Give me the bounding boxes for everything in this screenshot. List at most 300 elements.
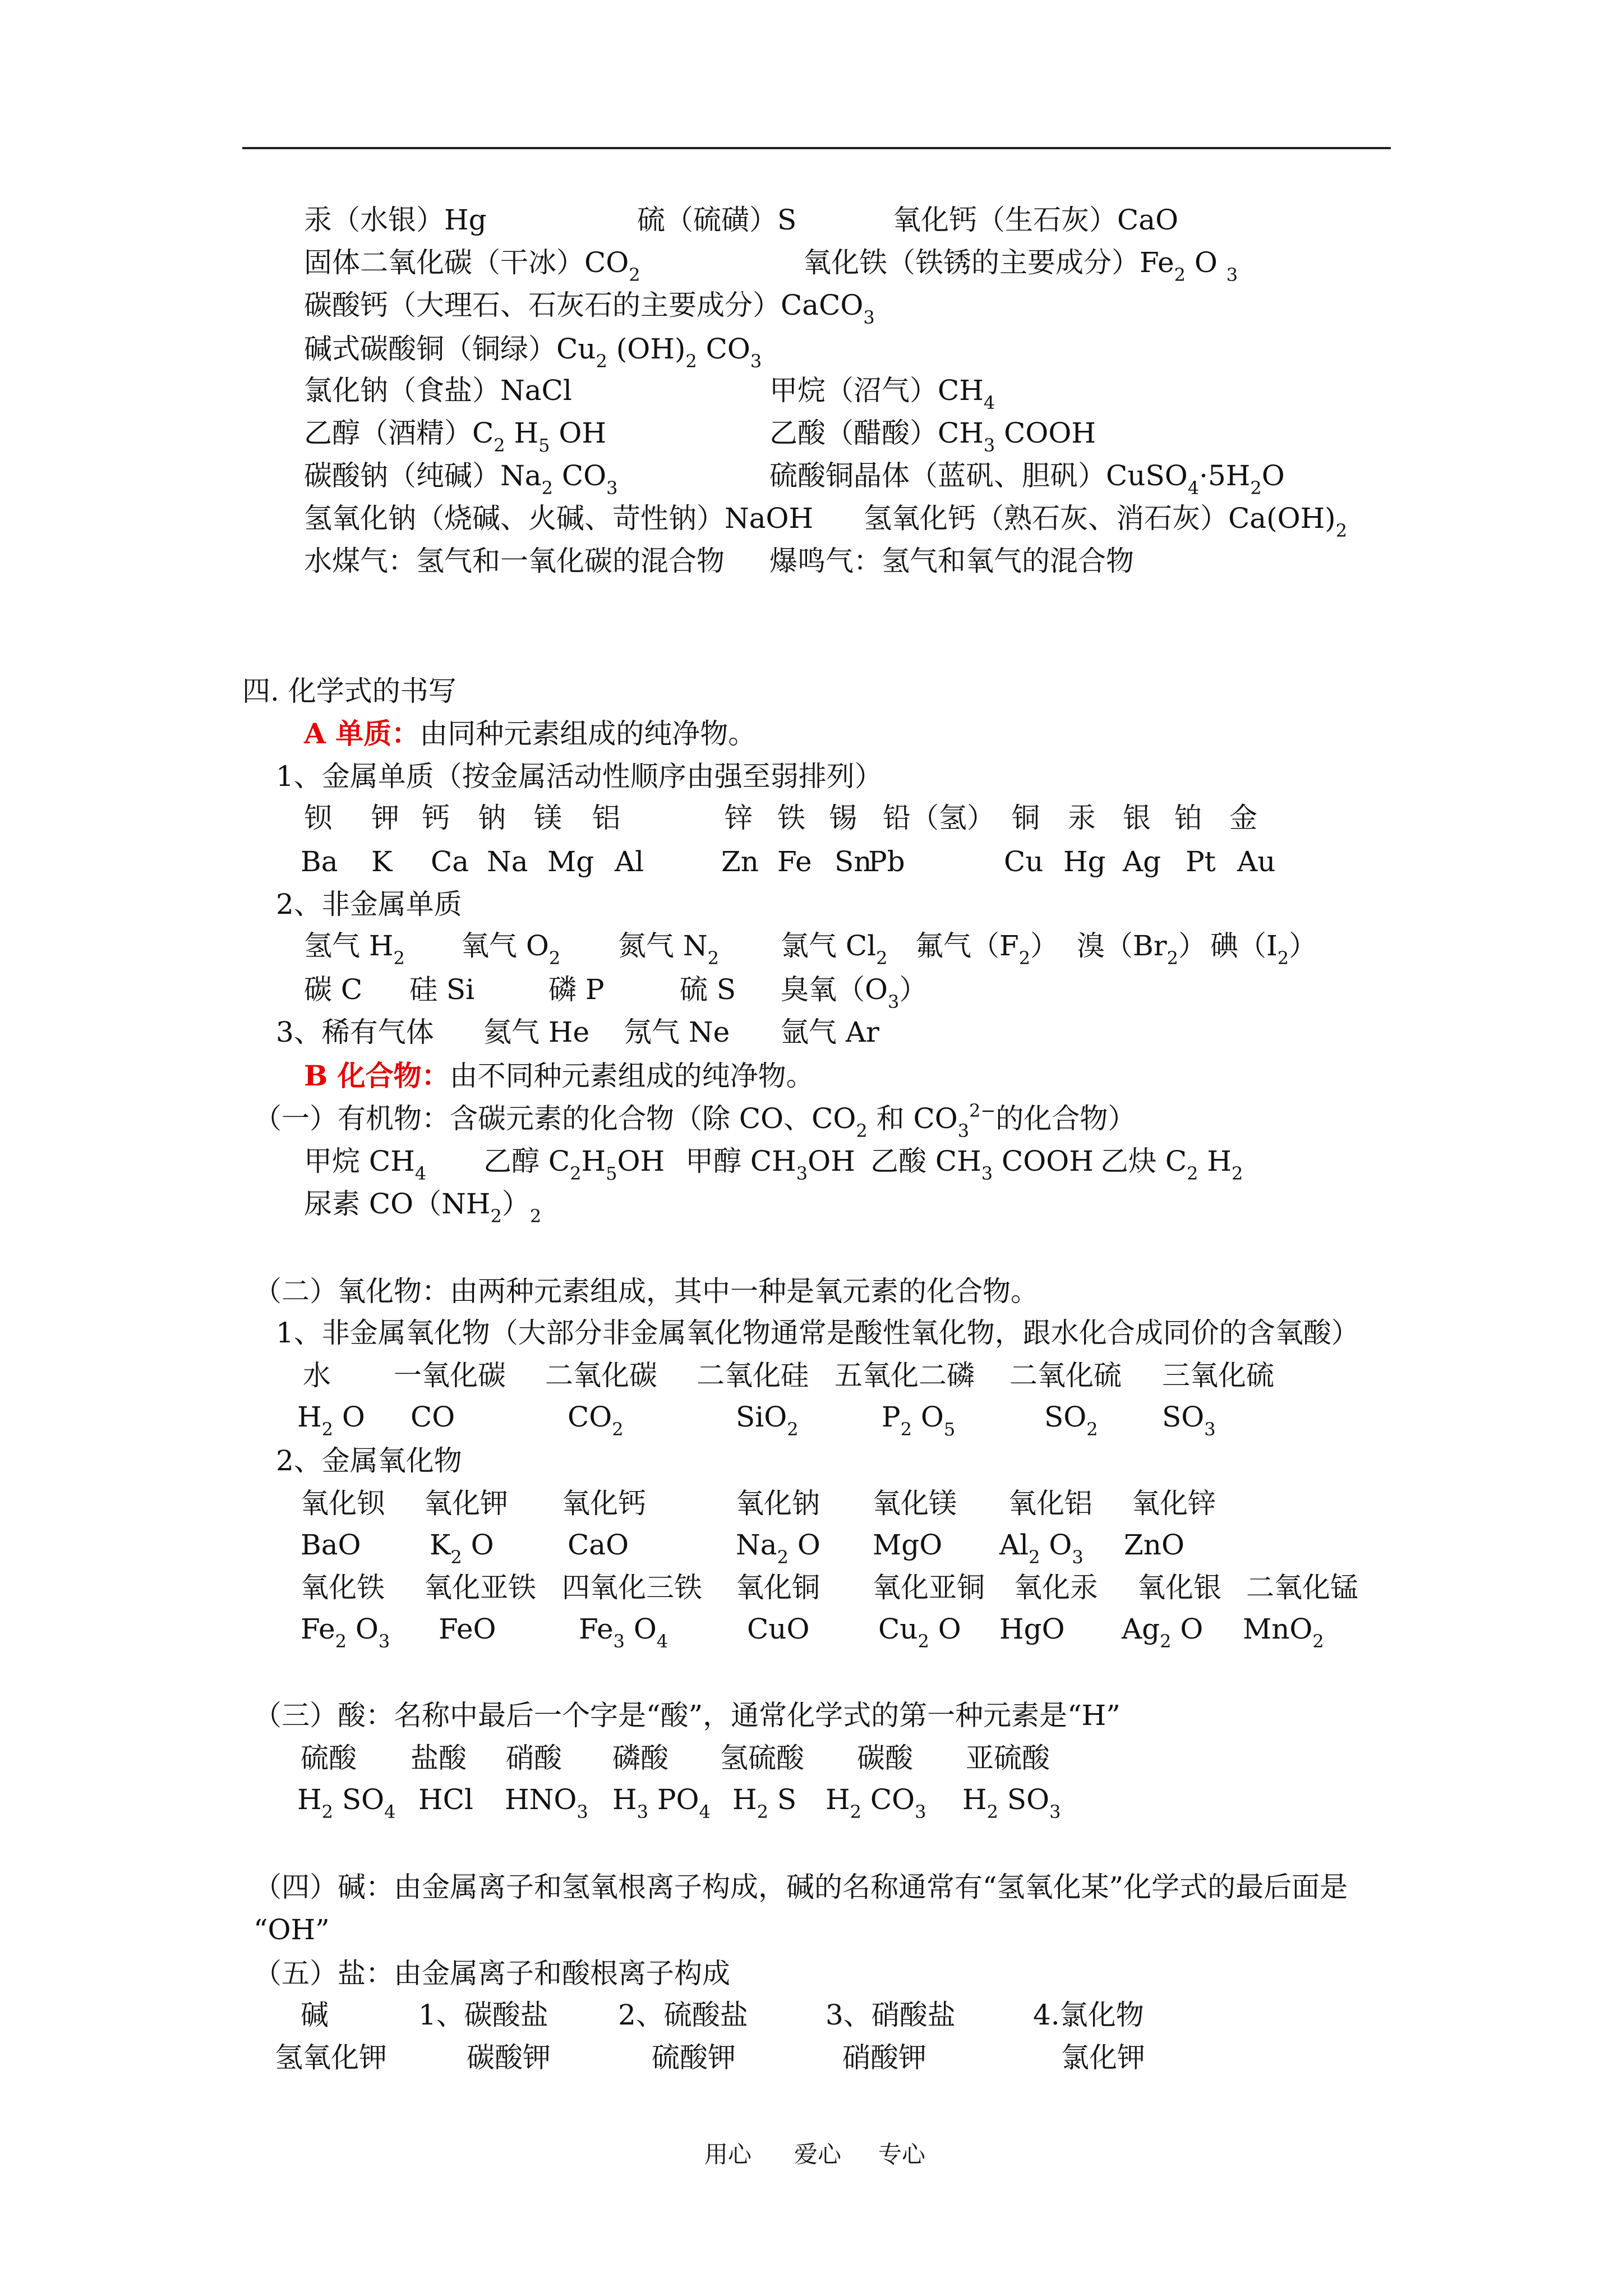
subscript: 4 xyxy=(699,1801,711,1823)
formula-text: HgO xyxy=(999,1613,1065,1645)
formula-text: H xyxy=(581,1145,606,1177)
common-name-item xyxy=(864,501,1348,541)
subscript: 2 xyxy=(570,1163,582,1184)
subscript: 3 xyxy=(796,1163,808,1184)
formula-text: Fe xyxy=(1140,246,1174,279)
subsection-title: 2、非金属单质 xyxy=(276,888,462,921)
organic-compound xyxy=(483,1144,665,1184)
chemical-formula xyxy=(725,502,813,535)
chemical-formula xyxy=(500,374,572,407)
element-formula xyxy=(304,973,362,1006)
oxide-formula xyxy=(301,1528,361,1562)
metal-name: 汞 xyxy=(1068,802,1096,834)
formula-text: 甲烷 CH xyxy=(304,1145,415,1177)
formula-text: MgO xyxy=(873,1529,943,1561)
formula-text: OH xyxy=(808,1145,855,1177)
formula-text: OH xyxy=(550,417,606,449)
subscript: 2 xyxy=(1250,477,1262,499)
formula-text: 氢气 H xyxy=(304,930,394,962)
metal-name: 铂 xyxy=(1174,802,1202,834)
subscript: 2 xyxy=(917,1631,929,1652)
subscript: 3 xyxy=(915,1801,926,1823)
definition-text: 由不同种元素组成的纯净物。 xyxy=(449,1060,814,1092)
oxide-formula xyxy=(999,1528,1083,1568)
subscript: 2 xyxy=(1086,1419,1098,1440)
subscript: 2 xyxy=(393,947,405,969)
oxide-formula xyxy=(579,1612,668,1652)
salt-category: 3、硝酸盐 xyxy=(826,1999,956,2031)
metal-symbol: Pt xyxy=(1186,845,1216,878)
element-formula xyxy=(548,973,605,1006)
metal-symbol: K xyxy=(371,845,393,878)
subsection-title: （二）氧化物：由两种元素组成，其中一种是氧元素的化合物。 xyxy=(253,1275,1039,1308)
formula-text: CuO xyxy=(747,1613,810,1645)
subscript: 2 xyxy=(529,1205,542,1227)
oxide-name: 氧化钾 xyxy=(424,1487,508,1520)
subscript: 2 xyxy=(757,1801,768,1823)
formula-text: O xyxy=(912,1401,944,1433)
subscript: 3 xyxy=(750,351,762,372)
substance-name: 碳酸钠（纯碱） xyxy=(304,459,500,492)
formula-text: 甲醇 CH xyxy=(685,1145,796,1177)
chemical-formula xyxy=(584,246,640,286)
common-name-item xyxy=(304,246,640,286)
substance-name: 氧化钙（生石灰） xyxy=(893,204,1117,236)
oxide-formula xyxy=(999,1612,1065,1646)
subscript: 5 xyxy=(606,1163,617,1184)
metal-name: 铁 xyxy=(777,802,805,834)
metal-name: 镁 xyxy=(534,802,562,834)
formula-text: CaCO xyxy=(781,289,864,321)
formula-text: O xyxy=(788,1529,820,1561)
oxide-name: 氧化钡 xyxy=(301,1487,385,1520)
subscript: 3 xyxy=(1049,1801,1061,1823)
metal-name: 银 xyxy=(1123,802,1151,834)
subscript: 3 xyxy=(1072,1547,1083,1568)
oxide-formula xyxy=(1124,1528,1184,1562)
subscript: 2 xyxy=(856,1120,868,1142)
substance-name: 硫（硫磺） xyxy=(637,204,777,236)
formula-text: H xyxy=(732,1783,757,1816)
chemical-formula xyxy=(1140,246,1238,286)
formula-text: Al xyxy=(999,1529,1029,1561)
chemical-formula xyxy=(1106,459,1285,499)
metal-symbol: Ca xyxy=(431,845,469,878)
metal-name: 铝 xyxy=(592,802,620,834)
oxide-name: 水 xyxy=(303,1359,331,1392)
header-rule xyxy=(242,147,1391,149)
formula-text: H xyxy=(612,1783,637,1816)
chemical-formula xyxy=(938,374,995,413)
metal-name: 锡 xyxy=(829,802,857,834)
formula-text: Hg xyxy=(444,204,487,236)
metal-symbol: Au xyxy=(1237,845,1276,878)
label-a: A 单质： xyxy=(304,717,420,750)
metal-symbol: Ba xyxy=(301,845,338,878)
acid-formula xyxy=(297,1783,396,1823)
oxide-name: 二氧化硅 xyxy=(697,1359,809,1392)
formula-text: P xyxy=(882,1401,901,1433)
formula-text: 尿素 CO（NH xyxy=(304,1188,491,1220)
subscript: 2 xyxy=(1277,947,1289,969)
subsection-title: 1、非金属氧化物（大部分非金属氧化物通常是酸性氧化物，跟水化合成同价的含氧酸） xyxy=(276,1317,1359,1349)
formula-text: CO xyxy=(411,1401,455,1433)
subscript: 2 xyxy=(1335,520,1348,541)
noble-gas: 氖气 Ne xyxy=(624,1016,730,1048)
common-name-item xyxy=(304,374,572,407)
formula-text: COOH xyxy=(995,417,1096,449)
subscript: 3 xyxy=(378,1631,390,1652)
common-name-item xyxy=(304,203,487,237)
acid-formula xyxy=(418,1783,473,1816)
formula-text: Cu xyxy=(556,333,596,365)
formula-text: 碳 C xyxy=(304,973,363,1006)
footer-text: 专心 xyxy=(878,2141,926,2168)
formula-text: CO xyxy=(552,459,607,492)
chemical-formula xyxy=(1228,502,1348,541)
formula-text: S xyxy=(777,204,797,236)
subscript: 2 xyxy=(1232,1163,1243,1184)
oxide-formula xyxy=(878,1612,961,1652)
formula-text: 乙醇 C xyxy=(483,1145,570,1177)
acid-name: 盐酸 xyxy=(411,1742,467,1774)
oxide-name: 二氧化锰 xyxy=(1246,1571,1358,1604)
formula-text: CH xyxy=(938,417,984,449)
element-formula xyxy=(781,973,928,1013)
subsection-title: 2、金属氧化物 xyxy=(276,1444,462,1477)
acid-name: 氢硫酸 xyxy=(720,1742,804,1774)
oxide-formula xyxy=(411,1400,455,1434)
formula-text: CO xyxy=(584,246,629,279)
formula-text: O xyxy=(1261,459,1285,492)
common-name-item xyxy=(893,203,1178,237)
formula-text: 氟气（F xyxy=(915,930,1019,962)
chemical-formula xyxy=(777,204,796,236)
subscript: 2 xyxy=(1018,947,1031,969)
noble-gas: 氦气 He xyxy=(483,1016,590,1048)
subscript: 3 xyxy=(1226,264,1238,286)
subscript: 3 xyxy=(983,435,995,456)
formula-text: 硫 S xyxy=(680,973,736,1006)
formula-text: CO xyxy=(568,1401,612,1433)
formula-text: H xyxy=(962,1783,987,1816)
element-formula xyxy=(409,973,474,1006)
metal-name: 铜 xyxy=(1012,802,1040,834)
subscript: 2 xyxy=(685,351,697,372)
salt-category: 1、碳酸盐 xyxy=(418,1999,548,2031)
oxide-name: 二氧化碳 xyxy=(545,1359,657,1392)
subscript: 2 xyxy=(986,1801,998,1823)
formula-text: （一）有机物：含碳元素的化合物（除 CO、CO xyxy=(253,1102,856,1135)
oxide-name: 五氧化二磷 xyxy=(834,1359,975,1392)
subscript: 2 xyxy=(541,477,553,499)
formula-text: ） xyxy=(1178,930,1207,962)
substance-name: 硫酸铜晶体（蓝矾、胆矾） xyxy=(769,459,1106,492)
section-title: 四. 化学式的书写 xyxy=(242,675,457,707)
subscript: 2 xyxy=(1166,947,1179,969)
acid-name: 硫酸 xyxy=(301,1742,357,1774)
substance-name: 碱式碳酸铜（铜绿） xyxy=(304,333,556,365)
common-name-item xyxy=(304,332,762,372)
oxide-formula xyxy=(736,1400,799,1440)
subscript: 2 xyxy=(1160,1631,1172,1652)
oxide-formula xyxy=(736,1528,820,1568)
oxide-formula xyxy=(1122,1612,1204,1652)
oxide-name: 一氧化碳 xyxy=(394,1359,506,1392)
formula-text: 和 CO xyxy=(867,1102,958,1135)
formula-text: SO xyxy=(333,1783,385,1816)
formula-text: 乙酸 CH xyxy=(870,1145,981,1177)
subscript: 2 xyxy=(900,1419,912,1440)
subscript: 4 xyxy=(983,392,995,413)
footer-text: 爱心 xyxy=(794,2141,842,2168)
subsection-continued: “OH” xyxy=(253,1913,330,1946)
formula-text: CuSO xyxy=(1106,459,1188,492)
oxide-formula xyxy=(1243,1612,1324,1652)
common-name-item xyxy=(769,416,1096,456)
common-name-item xyxy=(803,246,1238,286)
formula-text: ZnO xyxy=(1124,1529,1184,1561)
subsection-title: （五）盐：由金属离子和酸根离子构成 xyxy=(253,1957,730,1990)
definition-text: 由同种元素组成的纯净物。 xyxy=(419,717,757,750)
formula-text: ） xyxy=(1289,930,1317,962)
definition-b xyxy=(304,1059,814,1093)
formula-text: ） xyxy=(1030,930,1059,962)
subsection-title: （三）酸：名称中最后一个字是“酸”，通常化学式的第一种元素是“H” xyxy=(253,1699,1121,1732)
chemical-formula xyxy=(444,204,487,236)
formula-text: H xyxy=(297,1401,322,1433)
common-name-item xyxy=(769,544,1134,578)
definition-a xyxy=(304,717,756,751)
metal-name: 锌 xyxy=(725,802,753,834)
acid-formula xyxy=(732,1783,797,1823)
formula-text: 的化合物） xyxy=(995,1102,1136,1135)
formula-text: H xyxy=(1198,1145,1232,1177)
chemical-formula xyxy=(781,289,875,328)
formula-text: O xyxy=(1171,1613,1204,1645)
formula-text: ） xyxy=(899,973,928,1006)
formula-text: MnO xyxy=(1243,1613,1313,1645)
subscript: 2 xyxy=(876,947,888,969)
common-name-item xyxy=(769,374,995,413)
common-name-item xyxy=(304,501,813,535)
subscript: 3 xyxy=(957,1120,970,1142)
formula-text: O xyxy=(929,1613,961,1645)
subscript: 2 xyxy=(548,947,561,969)
acid-name: 碳酸 xyxy=(857,1742,913,1774)
metal-name: 钾 xyxy=(371,802,399,834)
metal-symbol: Mg xyxy=(547,845,594,878)
chemical-formula xyxy=(472,417,606,456)
subscript: 2 xyxy=(596,351,607,372)
metal-symbol: Al xyxy=(615,845,644,878)
formula-text: 氧气 O xyxy=(461,930,549,962)
formula-text: H xyxy=(297,1783,322,1816)
formula-text: SiO xyxy=(736,1401,787,1433)
subscript: 2 xyxy=(612,1419,624,1440)
subsection-title: （四）碱：由金属离子和氢氧根离子构成，碱的名称通常有“氢氧化某”化学式的最后面是 xyxy=(253,1871,1348,1903)
organic-compound xyxy=(1100,1144,1243,1184)
formula-text: NaCl xyxy=(500,374,572,407)
formula-text: O xyxy=(333,1401,365,1433)
formula-text: Cu xyxy=(878,1613,918,1645)
oxide-name: 氧化铝 xyxy=(1008,1487,1092,1520)
subscript: 2 xyxy=(321,1801,333,1823)
formula-text: 臭氧（O xyxy=(781,973,888,1006)
salt-category: 碱 xyxy=(301,1999,329,2031)
metal-symbol: Sn xyxy=(834,845,872,878)
acid-name: 磷酸 xyxy=(612,1742,668,1774)
formula-text: Na xyxy=(500,459,542,492)
element-formula xyxy=(1077,929,1207,969)
noble-gas: 氩气 Ar xyxy=(781,1016,879,1048)
element-formula xyxy=(1210,929,1317,969)
oxide-name: 氧化汞 xyxy=(1014,1571,1098,1604)
chemical-formula xyxy=(556,333,762,372)
formula-text: C xyxy=(472,417,494,449)
metal-name: 钠 xyxy=(478,802,506,834)
subscript: 4 xyxy=(1187,477,1200,499)
subscript: 2 xyxy=(1029,1547,1040,1568)
formula-text: FeO xyxy=(439,1613,496,1645)
subscript: 4 xyxy=(384,1801,396,1823)
subscript: 3 xyxy=(888,991,900,1013)
subscript: 3 xyxy=(613,1631,625,1652)
formula-text: CaO xyxy=(568,1529,629,1561)
oxide-name: 氧化银 xyxy=(1137,1571,1221,1604)
element-formula xyxy=(915,929,1059,969)
oxide-formula xyxy=(568,1400,624,1440)
element-formula xyxy=(781,929,888,969)
formula-text: Fe xyxy=(301,1613,335,1645)
subscript: 2 xyxy=(850,1801,861,1823)
formula-text: O xyxy=(1040,1529,1072,1561)
oxide-formula xyxy=(1044,1400,1098,1440)
acid-name: 亚硫酸 xyxy=(966,1742,1050,1774)
subscript: 3 xyxy=(1204,1419,1216,1440)
substance-name: 氧化铁（铁锈的主要成分） xyxy=(803,246,1140,279)
formula-text: ） xyxy=(501,1188,530,1220)
subscript: 2 xyxy=(450,1547,462,1568)
oxide-formula xyxy=(430,1528,494,1568)
formula-text: 磷 P xyxy=(548,973,605,1006)
subscript: 3 xyxy=(981,1163,993,1184)
salt-name: 氯化钾 xyxy=(1061,2041,1145,2074)
substance-name: 甲烷（沼气） xyxy=(769,374,938,407)
formula-text: PO xyxy=(648,1783,699,1816)
common-name-item xyxy=(304,459,618,499)
label-b: B 化合物： xyxy=(304,1059,450,1092)
common-name-item xyxy=(304,544,725,578)
formula-text: (OH) xyxy=(607,333,686,365)
salt-name: 碳酸钾 xyxy=(467,2041,551,2074)
subscript: 2 xyxy=(1187,1163,1198,1184)
oxide-name: 氧化钙 xyxy=(562,1487,646,1520)
metal-symbol: Cu xyxy=(1004,845,1044,878)
formula-text: 硅 Si xyxy=(409,973,475,1006)
metal-symbol: Pb xyxy=(868,845,905,878)
substance-name: 氢氧化钠（烧碱、火碱、苛性钠） xyxy=(304,502,725,535)
oxide-formula xyxy=(873,1528,942,1562)
metal-name: 铅（氢） xyxy=(883,802,995,834)
formula-text: 溴（Br xyxy=(1077,930,1167,962)
subscript: 3 xyxy=(863,307,875,328)
organic-compound xyxy=(304,1144,427,1184)
chemical-formula xyxy=(938,417,1096,456)
subsection-title xyxy=(253,1100,1136,1142)
formula-text: Ag xyxy=(1122,1613,1160,1645)
oxide-name: 氧化铁 xyxy=(301,1571,385,1604)
subscript: 4 xyxy=(414,1163,427,1184)
subscript: 2 xyxy=(707,947,720,969)
acid-formula xyxy=(826,1783,926,1823)
substance-name: 氢氧化钙（熟石灰、消石灰） xyxy=(864,502,1228,535)
oxide-formula xyxy=(439,1612,496,1646)
organic-compound xyxy=(304,1187,542,1227)
chemical-formula xyxy=(500,459,618,499)
formula-text: 氯气 Cl xyxy=(781,930,877,962)
superscript: 2− xyxy=(969,1100,996,1121)
oxide-name: 四氧化三铁 xyxy=(562,1571,702,1604)
subscript: 3 xyxy=(577,1801,588,1823)
substance-name: 汞（水银） xyxy=(304,204,444,236)
formula-text: K xyxy=(430,1529,451,1561)
formula-text: S xyxy=(768,1783,797,1816)
formula-text: 碘（I xyxy=(1210,930,1278,962)
substance-name: 爆鸣气：氢气和氧气的混合物 xyxy=(769,545,1134,577)
subsection-title: 1、金属单质（按金属活动性顺序由强至弱排列） xyxy=(276,760,883,793)
formula-text: O xyxy=(624,1613,657,1645)
element-formula xyxy=(680,973,736,1006)
substance-name: 乙醇（酒精） xyxy=(304,417,472,449)
salt-category: 4.氯化物 xyxy=(1033,1999,1144,2031)
substance-name: 氯化钠（食盐） xyxy=(304,374,500,407)
oxide-name: 氧化亚铁 xyxy=(424,1571,536,1604)
element-formula xyxy=(461,929,561,969)
subscript: 2 xyxy=(787,1419,799,1440)
formula-text: 氮气 N xyxy=(618,930,708,962)
metal-symbol: Na xyxy=(487,845,528,878)
oxide-name: 三氧化硫 xyxy=(1162,1359,1274,1392)
common-name-item xyxy=(637,203,796,237)
salt-name: 硫酸钾 xyxy=(652,2041,736,2074)
subscript: 2 xyxy=(490,1205,502,1227)
substance-name: 乙酸（醋酸） xyxy=(769,417,938,449)
organic-compound xyxy=(870,1144,1094,1184)
subscript: 2 xyxy=(777,1547,789,1568)
metal-symbol: Hg xyxy=(1063,845,1106,878)
formula-text: 乙炔 C xyxy=(1100,1145,1187,1177)
formula-text: O xyxy=(462,1529,494,1561)
oxide-formula xyxy=(301,1612,390,1652)
subscript: 3 xyxy=(606,477,618,499)
subscript: 2 xyxy=(494,435,505,456)
subscript: 3 xyxy=(637,1801,648,1823)
noble-gases-line: 3、稀有气体 xyxy=(276,1016,434,1048)
oxide-name: 氧化铜 xyxy=(736,1571,820,1604)
formula-text: H xyxy=(505,417,539,449)
subscript: 2 xyxy=(629,264,640,286)
oxide-formula xyxy=(568,1528,629,1562)
element-formula xyxy=(618,929,720,969)
subscript: 5 xyxy=(943,1419,956,1440)
footer-text: 用心 xyxy=(704,2141,752,2168)
oxide-name: 二氧化硫 xyxy=(1009,1359,1122,1392)
formula-text: Fe xyxy=(579,1613,614,1645)
formula-text: OH xyxy=(617,1145,665,1177)
common-name-item xyxy=(304,288,875,328)
formula-text: SO xyxy=(998,1783,1050,1816)
